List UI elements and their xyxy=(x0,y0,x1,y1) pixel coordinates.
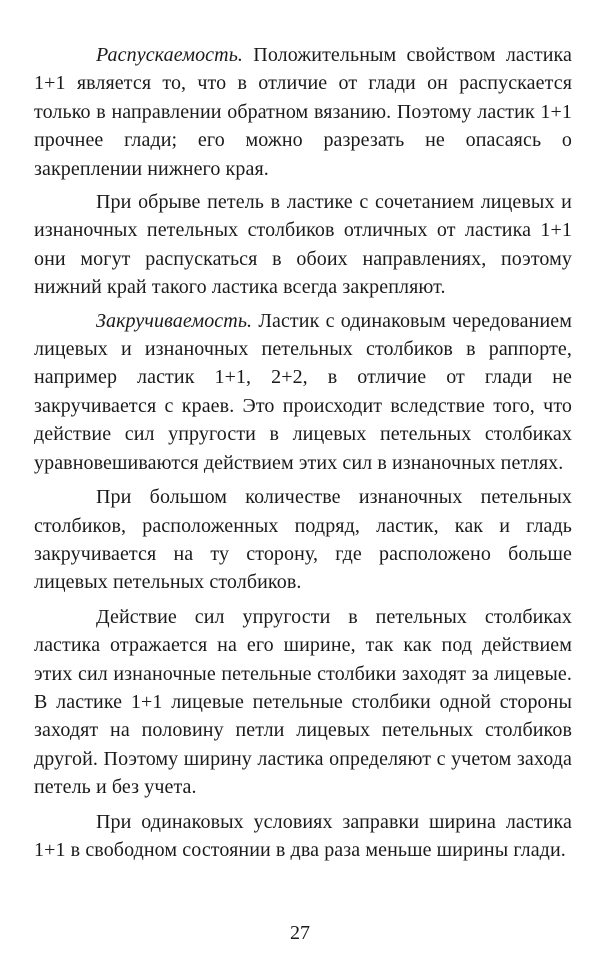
paragraph-text: При одинаковых условиях заправки ширина ластика 1+1 в свободном состоянии в два раза меньше ширины глади. xyxy=(34,810,572,861)
body-text xyxy=(34,41,572,864)
page-number: 27 xyxy=(290,922,310,944)
paragraph-curling xyxy=(34,307,572,477)
paragraph-breakage xyxy=(34,188,572,302)
term-unraveling: Распускаемость. xyxy=(96,44,244,66)
paragraph-purl-columns xyxy=(34,483,572,597)
term-curling: Закручиваемость. xyxy=(96,309,253,332)
paragraph-width-comparison xyxy=(34,808,572,865)
paragraph-text: Действие сил упругости в петельных столбиках ластика отражается на его ширине, так как под действием этих сил изнаночные петельные столбики заходят за лицевые. В ластике 1+1 лицевые петельные столбики одной стороны заходят на половину петли лицевых петельных столбиков другой. Поэтому ширину ластика определяют с учетом захода петель и без учета. xyxy=(34,605,572,799)
paragraph-unraveling xyxy=(34,41,572,183)
paragraph-text: Ластик с одинаковым чередованием лицевых и изнаночных петельных столбиков в раппорте, например ластик 1+1, 2+2, в отличие от глади не закручивается с краев. Это происходит вследствие того, что действие сил упругости в лицевых петельных столбиках уравновешиваются действием этих сил в изнаночных петлях. xyxy=(34,309,572,474)
paragraph-text: При большом количестве изнаночных петельных столбиков, расположенных подряд, ластик, как и гладь закручивается на ту сторону, где расположено больше лицевых петельных столбиков. xyxy=(34,486,572,594)
paragraph-elasticity-width xyxy=(34,603,572,802)
paragraph-text: При обрыве петель в ластике с сочетанием лицевых и изнаночных петельных столбиков отличных от ластика 1+1 они могут распускаться в обоих направлениях, поэтому нижний край такого ластика всегда закрепляют. xyxy=(34,191,572,299)
paragraph-text: Положительным свойством ластика 1+1 является то, что в отличие от глади он распускается только в направлении обратном вязанию. Поэтому ластик 1+1 прочнее глади; его можно разрезать не опасаясь о закреплении нижнего края. xyxy=(34,44,572,180)
